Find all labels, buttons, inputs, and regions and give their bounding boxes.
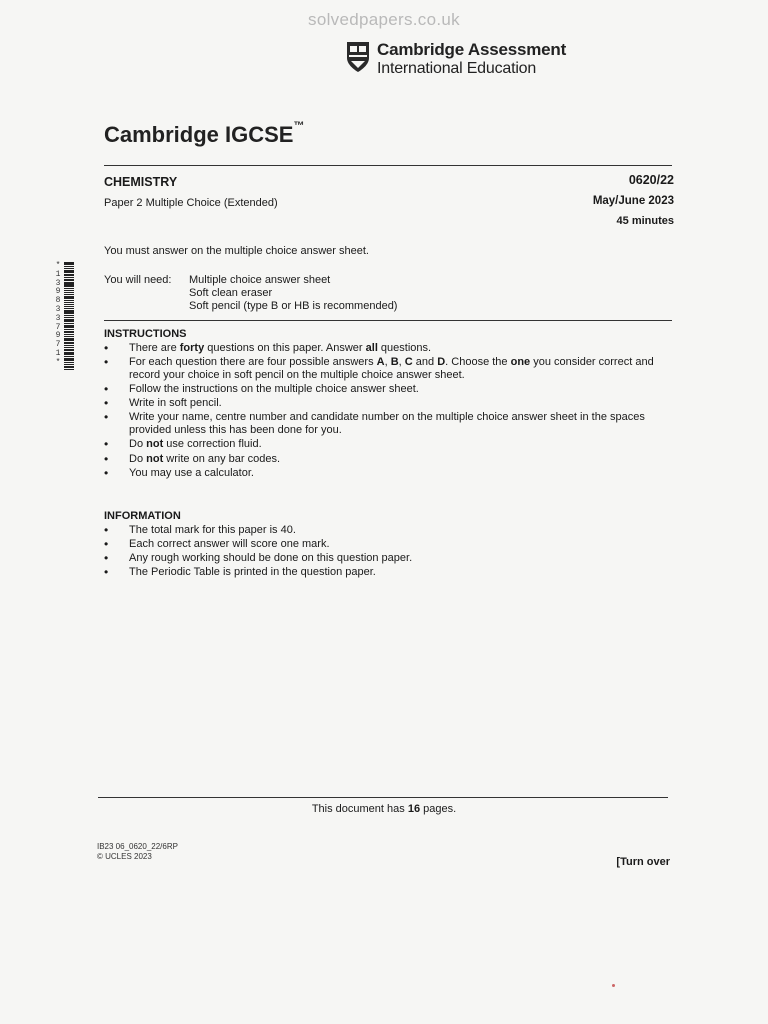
need-item: Multiple choice answer sheet [189, 274, 331, 286]
information-list [104, 524, 664, 579]
information-item: • The total mark for this paper is 40. [104, 524, 664, 537]
you-will-need-list [189, 274, 397, 313]
page-count: This document has 16 pages. [311, 803, 457, 815]
exam-duration: 45 minutes [616, 215, 674, 227]
instruction-item: • Write in soft pencil. [104, 397, 664, 410]
qualification-title: Cambridge IGCSE™ [104, 120, 305, 147]
exam-session: May/June 2023 [592, 195, 674, 207]
shield-icon [346, 41, 370, 73]
barcode-bars [64, 262, 74, 371]
document-reference [97, 842, 178, 862]
instructions-title: INSTRUCTIONS [104, 328, 187, 340]
paper-title: Paper 2 Multiple Choice (Extended) [104, 197, 278, 209]
turn-over: [Turn over [616, 856, 670, 868]
instruction-item: • Write your name, centre number and candidate number on the multiple choice answer sheet in the spaces provided unless this has been done for you. [104, 411, 664, 437]
instructions-rule [104, 320, 672, 321]
reference-code: IB23 06_0620_22/6RP [97, 842, 178, 851]
information-item: • Each correct answer will score one mark. [104, 538, 664, 551]
org-name-line1: Cambridge Assessment [377, 40, 567, 59]
cambridge-logo [346, 40, 566, 78]
instructions-list [104, 342, 664, 480]
information-item: • Any rough working should be done on this question paper. [104, 552, 664, 565]
information-item: • The Periodic Table is printed in the question paper. [104, 566, 664, 579]
paper-code: 0620/22 [628, 173, 674, 187]
barcode-digits: * 1 3 9 8 3 3 7 9 7 1 * [55, 261, 61, 367]
instruction-item: • For each question there are four possible answers A, B, C and D. Choose the one you consider correct and record your choice in soft pencil on the multiple choice answer sheet. [104, 356, 664, 382]
instructions-section [104, 328, 664, 481]
instruction-item: • There are forty questions on this paper. Answer all questions. [104, 342, 664, 355]
answer-instruction: You must answer on the multiple choice answer sheet. [104, 245, 369, 257]
header-rule [104, 165, 672, 166]
need-item: Soft clean eraser [189, 287, 273, 299]
need-item: Soft pencil (type B or HB is recommended) [189, 300, 398, 312]
org-name-line2: International Education [377, 60, 537, 77]
trademark-mark: ™ [293, 120, 305, 132]
information-title: INFORMATION [104, 510, 181, 522]
subject: CHEMISTRY [104, 175, 178, 189]
instruction-item: • Do not write on any bar codes. [104, 453, 664, 466]
information-section [104, 510, 664, 580]
you-will-need-label: You will need: [104, 274, 172, 286]
footer-rule [98, 797, 668, 798]
instruction-item: • Follow the instructions on the multiple choice answer sheet. [104, 383, 664, 396]
scan-speck [612, 984, 615, 987]
instruction-item: • You may use a calculator. [104, 467, 664, 480]
copyright: © UCLES 2023 [97, 852, 152, 861]
watermark: solvedpapers.co.uk [308, 10, 460, 29]
instruction-item: • Do not use correction fluid. [104, 438, 664, 451]
